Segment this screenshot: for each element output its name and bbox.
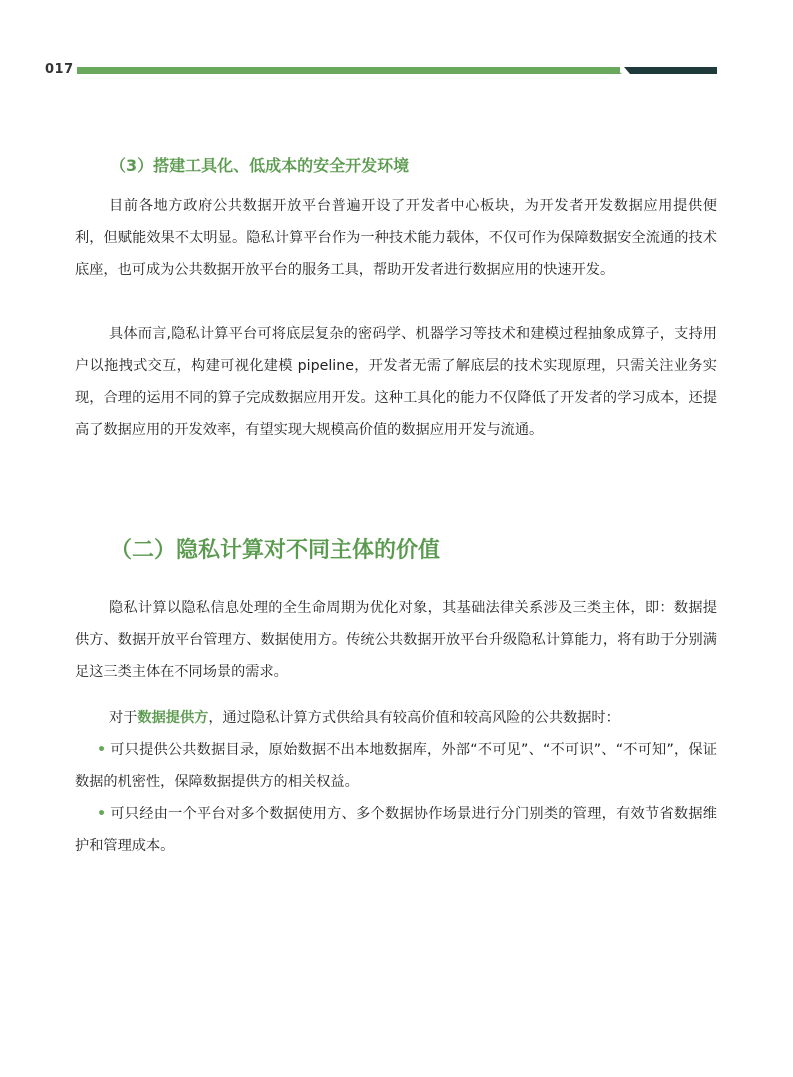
paragraph-tooling: 具体而言,隐私计算平台可将底层复杂的密码学、机器学习等技术和建模过程抽象成算子，支持用户以拖拽式交互，构建可视化建模 pipeline，开发者无需了解底层的技术实现原理，只需关注业务实现，合理的运用不同的算子完成数据应用开发。这种工具化的能力不仅降低了开发者的学习成本，还提高了数据应用的开发效率，有望实现大规模高价值的数据应用开发与流通。: [75, 326, 717, 438]
list-item: [75, 798, 717, 862]
bullet-text: 可只经由一个平台对多个数据使用方、多个数据协作场景进行分门别类的管理，有效节省数据维护和管理成本。: [75, 806, 717, 854]
header-dark-bar: [624, 67, 717, 74]
paragraph-developer-center: 目前各地方政府公共数据开放平台普遍开设了开发者中心板块，为开发者开发数据应用提供便利，但赋能效果不太明显。隐私计算平台作为一种技术能力载体，不仅可作为保障数据安全流通的技术底座，也可成为公共数据开放平台的服务工具，帮助开发者进行数据应用的快速开发。: [75, 198, 717, 278]
header-green-bar: [77, 67, 620, 74]
paragraph-provider-lead: [75, 702, 717, 734]
bullet-dot-icon: •: [97, 742, 107, 758]
section-heading: （二）隐私计算对不同主体的价值: [110, 538, 441, 563]
page-number: 017: [45, 62, 74, 77]
subsection-heading: （3）搭建工具化、低成本的安全开发环境: [110, 156, 410, 175]
bullet-text: 可只提供公共数据目录，原始数据不出本地数据库，外部“不可见”、“不可识”、“不可知”，保证数据的机密性，保障数据提供方的相关权益。: [75, 742, 717, 790]
provider-highlight: 数据提供方: [137, 710, 209, 726]
provider-lead-suffix: ，通过隐私计算方式供给具有较高价值和较高风险的公共数据时：: [208, 710, 620, 726]
bullet-dot-icon: •: [97, 806, 107, 822]
provider-lead-prefix: 对于: [109, 710, 138, 726]
paragraph-three-parties: 隐私计算以隐私信息处理的全生命周期为优化对象，其基础法律关系涉及三类主体，即：数据提供方、数据开放平台管理方、数据使用方。传统公共数据开放平台升级隐私计算能力，将有助于分别满足这三类主体在不同场景的需求。: [75, 600, 717, 680]
list-item: [75, 734, 717, 798]
